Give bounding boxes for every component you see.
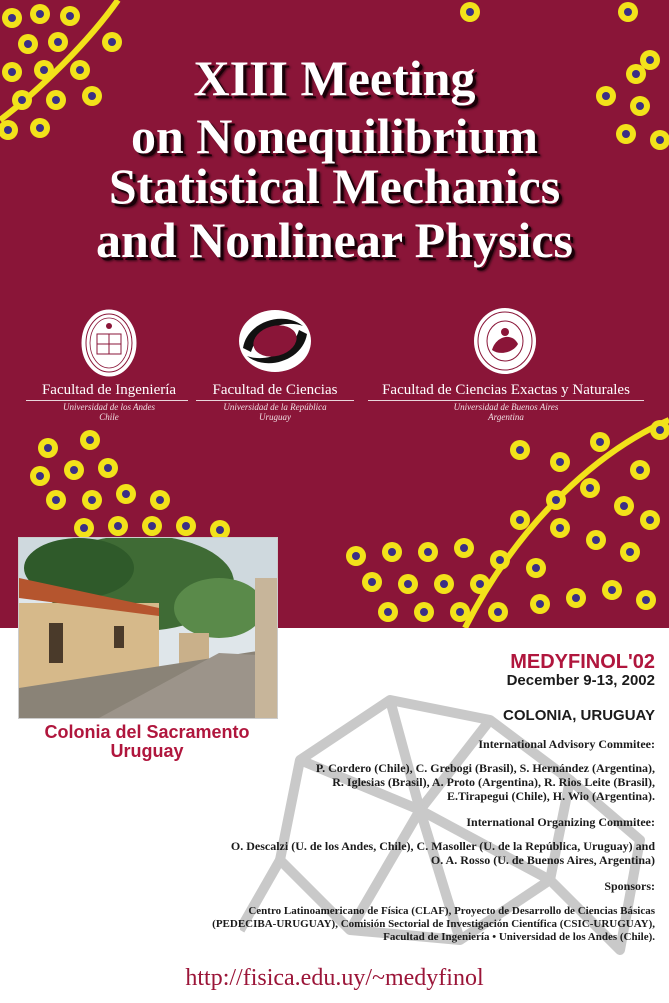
decorative-dot: [176, 516, 196, 536]
website-link[interactable]: http://fisica.edu.uy/~medyfinol: [185, 965, 484, 991]
decorative-dot: [38, 438, 58, 458]
decorative-dot: [142, 516, 162, 536]
photo-caption-place: Colonia del Sacramento: [44, 722, 250, 742]
event-dates: December 9-13, 2002: [506, 672, 655, 689]
institution-country: Chile: [99, 412, 119, 422]
institution-university: Universidad de Buenos Aires: [453, 402, 559, 412]
decorative-dot: [620, 542, 640, 562]
advisory-line: P. Cordero (Chile), C. Grebogi (Brasil), S. Hernández (Argentina),: [315, 761, 655, 775]
decorative-dot: [418, 542, 438, 562]
photo-caption-country: Uruguay: [110, 741, 184, 761]
decorative-dot: [64, 460, 84, 480]
decorative-dot: [490, 550, 510, 570]
decorative-dot: [630, 460, 650, 480]
decorative-dot: [30, 4, 50, 24]
seal-icon: [80, 308, 138, 378]
decorative-dot: [80, 430, 100, 450]
divider: [368, 400, 644, 401]
sponsors-line: (PEDECIBA-URUGUAY), Comisión Sectorial de Investigación Científica (CSIC-URUGUAY),: [212, 918, 655, 930]
title-line-1: XIII Meeting: [193, 50, 476, 106]
decorative-dot: [580, 478, 600, 498]
decorative-dot: [30, 466, 50, 486]
decorative-dot: [60, 6, 80, 26]
decorative-dot: [398, 574, 418, 594]
organizing-heading: International Organizing Commitee:: [466, 815, 655, 829]
title-line-2: on Nonequilibrium: [130, 108, 539, 164]
decorative-dot: [618, 2, 638, 22]
divider: [196, 400, 354, 401]
decorative-dot: [362, 572, 382, 592]
decorative-dot: [108, 516, 128, 536]
decorative-dot: [586, 530, 606, 550]
decorative-dot: [550, 452, 570, 472]
advisory-line: R. Iglesias (Brasil), A. Proto (Argentina), R. Rios Leite (Brasil),: [332, 775, 655, 789]
decorative-dot: [2, 8, 22, 28]
decorative-dot: [510, 440, 530, 460]
decorative-dot: [116, 484, 136, 504]
institution-name: Facultad de Ingeniería: [41, 382, 177, 398]
institution-name: Facultad de Ciencias: [212, 382, 338, 398]
street-scene-image: [19, 538, 277, 718]
sponsors-line: Facultad de Ingeniería • Universidad de los Andes (Chile).: [383, 931, 655, 943]
decorative-dot: [470, 574, 490, 594]
decorative-dot: [510, 510, 530, 530]
advisory-heading: International Advisory Commitee:: [478, 737, 655, 751]
decorative-dot: [378, 602, 398, 622]
decorative-dot: [590, 432, 610, 452]
decorative-dot: [530, 594, 550, 614]
title-line-4: and Nonlinear Physics: [96, 212, 573, 268]
divider: [26, 400, 188, 401]
decorative-dot: [650, 420, 669, 440]
decorative-dot: [460, 2, 480, 22]
institution-country: Uruguay: [259, 412, 291, 422]
ring-logo-icon: [237, 308, 313, 374]
event-location: COLONIA, URUGUAY: [503, 707, 655, 724]
organizing-line: O. A. Rosso (U. de Buenos Aires, Argentina): [430, 853, 655, 867]
sponsors-heading: Sponsors:: [604, 879, 655, 893]
title-line-3: Statistical Mechanics: [108, 158, 561, 214]
event-name: MEDYFINOL'02: [510, 651, 655, 673]
decorative-dot: [82, 490, 102, 510]
decorative-dot: [450, 602, 470, 622]
institution-university: Universidad de los Andes: [62, 402, 156, 412]
decorative-dot: [640, 510, 660, 530]
decorative-dot: [414, 602, 434, 622]
organizing-line: O. Descalzi (U. de los Andes, Chile), C. Masoller (U. de la República, Uruguay) and: [230, 839, 655, 853]
decorative-dot: [382, 542, 402, 562]
decorative-dot: [98, 458, 118, 478]
decorative-dot: [74, 518, 94, 538]
decorative-dot: [434, 574, 454, 594]
decorative-dot: [636, 590, 656, 610]
decorative-dot: [150, 490, 170, 510]
decorative-dot: [550, 518, 570, 538]
decorative-dot: [602, 580, 622, 600]
decorative-dot: [526, 558, 546, 578]
institution-name: Facultad de Ciencias Exactas y Naturales: [382, 382, 630, 398]
advisory-line: E.Tirapegui (Chile), H. Wio (Argentina).: [446, 789, 655, 803]
decorative-dot: [566, 588, 586, 608]
decorative-dot: [614, 496, 634, 516]
sponsors-line: Centro Latinoamericano de Física (CLAF), Proyecto de Desarrollo de Ciencias Básicas: [248, 905, 655, 917]
decorative-dot: [46, 490, 66, 510]
colonia-photo: [18, 537, 278, 719]
decorative-dot: [454, 538, 474, 558]
decorative-dot: [546, 490, 566, 510]
seal-icon: [472, 306, 538, 376]
decorative-dot: [48, 32, 68, 52]
decorative-dot: [346, 546, 366, 566]
institution-country: Argentina: [488, 412, 524, 422]
decorative-dot: [102, 32, 122, 52]
institution-university: Universidad de la República: [223, 402, 327, 412]
decorative-dot: [488, 602, 508, 622]
